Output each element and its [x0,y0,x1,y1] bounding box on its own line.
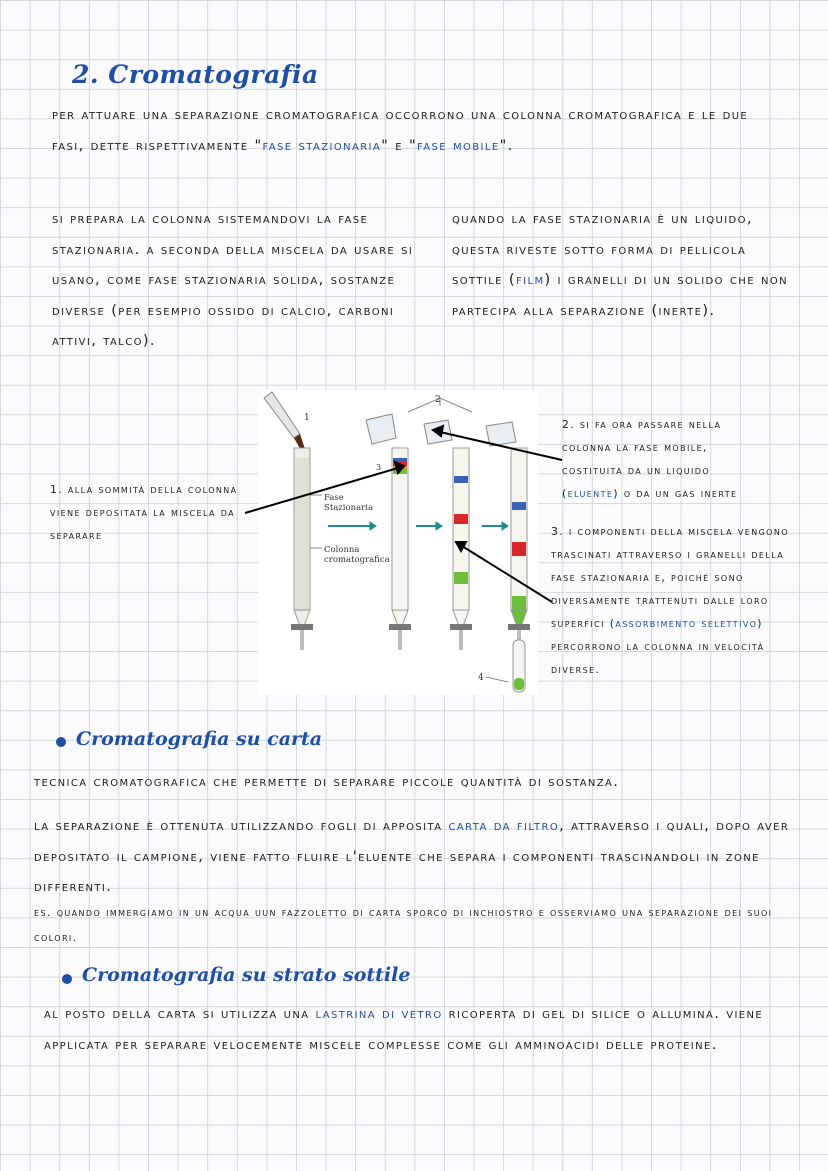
carta-example: es. quando immergiamo in un acqua uun fazzoletto di carta sporco di inchiostro e osserviamo una separazione dei suoi colori. [34,906,773,944]
carta-paragraph-2 [34,811,804,903]
column-left-paragraph: si prepara la colonna sistemandovi la fase stazionaria. a seconda della miscela da usare si usano, come fase stazionaria solida, sostanze diverse (per esempio ossido di calcio, carboni attivi, talco). [52,211,414,349]
note-3-text-a: 3. i componenti della miscela vengono trascinati attraverso i granelli della fase stazionaria e, poiché sono diversamente trattenuti dalle loro superfici ( [551,525,789,630]
term-carta-da-filtro: carta da filtro [448,818,560,834]
term-lastrina-di-vetro: lastrina di vetro [315,1006,443,1022]
strato-text-b: ricoperta di gel di silice o allumina. viene applicata per separare velocemente miscele complesse come gli amminoacidi delle proteine. [44,1006,764,1053]
col-right-text-b: ) i granelli di un solido che non partecipa alla separazione (inerte). [452,272,788,319]
note-1: 1. alla sommità della colonna viene depositata la miscela da separare [50,483,238,542]
term-fase-mobile: fase mobile [417,137,500,154]
note-2 [562,413,762,505]
note-2-text-b: ) o da un gas inerte [613,487,738,500]
term-eluente: eluente [567,487,614,500]
label-cromatografica: cromatografica [324,555,390,565]
bullet-icon [62,974,72,984]
bullet-icon [56,737,66,747]
label-3: 3 [376,463,382,472]
term-assorbimento-selettivo: assorbimento selettivo [615,617,758,630]
heading-cromatografia-strato-sottile: Cromatografia su strato sottile [82,964,411,986]
label-2: 2 [435,395,441,405]
intro-text-1: per attuare una separazione cromatografica occorrono una colonna cromatografica e le due fasi, dette rispettivamente " [52,107,749,154]
label-1: 1 [304,413,310,423]
intro-text-3: ". [499,137,514,154]
note-2-text-a: 2. si fa ora passare nella colonna la fase mobile, costituita da un liquido ( [562,418,722,500]
label-4: 4 [478,673,484,683]
label-fase: Fase [324,493,344,503]
heading-cromatografia-carta: Cromatografia su carta [76,728,323,750]
col-right-text-a: quando la fase stazionaria è un liquido, questa riveste sotto forma di pellicola sottile ( [452,211,753,288]
carta-text-a: la separazione è ottenuta utilizzando fogli di apposita [34,818,449,834]
carta-paragraph-1: tecnica cromatografica che permette di separare piccole quantità di sostanza. [34,774,620,790]
label-colonna: Colonna [324,545,360,555]
note-3-text-b: ) percorrono la colonna in velocità diverse. [551,617,765,676]
intro-text-2: " e " [381,137,418,154]
label-stazionaria: Stazionaria [324,503,374,513]
strato-paragraph [44,999,784,1060]
page-title: 2. Cromatografia [72,60,319,89]
carta-text-b: , attraverso i quali, dopo aver depositato il campione, viene fatto fluire l'eluente che separa i componenti trascinandoli in zone differenti. [34,818,790,895]
term-film: film [515,272,545,288]
term-fase-stazionaria: fase stazionaria [262,137,382,154]
strato-text-a: al posto della carta si utilizza una [44,1006,316,1022]
note-3 [551,520,813,681]
